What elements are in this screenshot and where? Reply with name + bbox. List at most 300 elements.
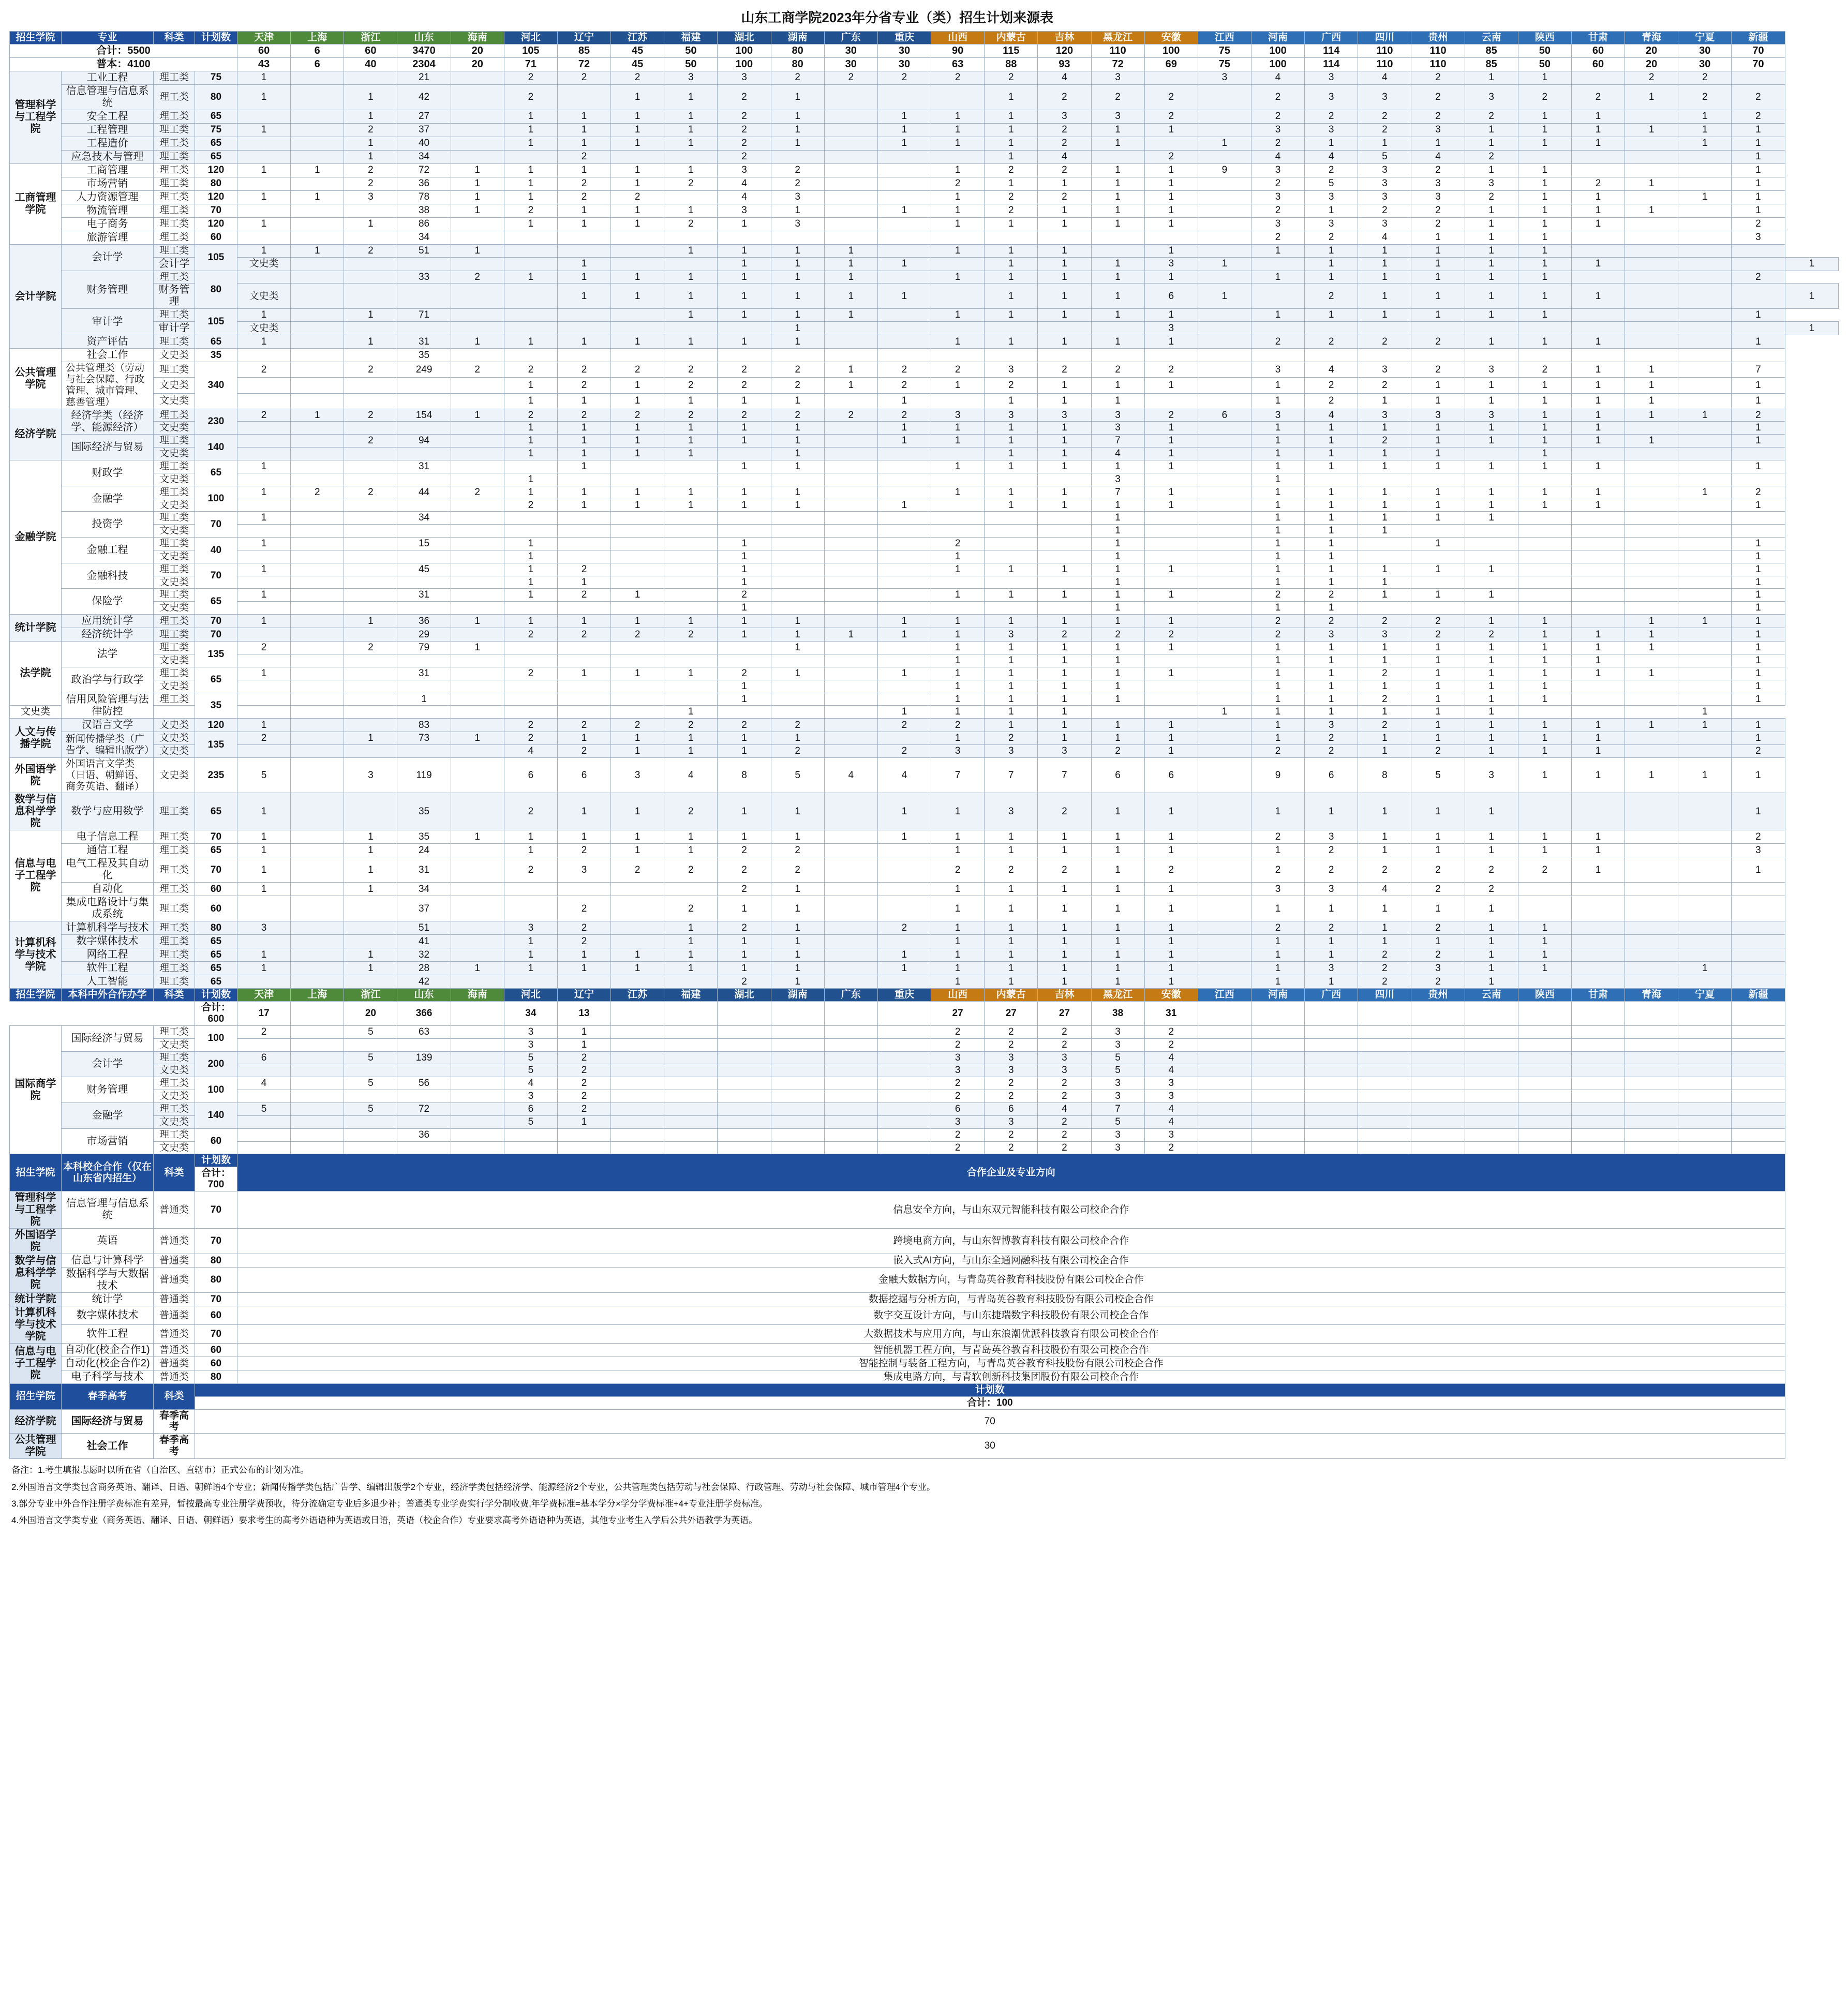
total-cell-17: 100	[1144, 44, 1198, 57]
header-province-18: 江西	[1198, 989, 1251, 1002]
province-cell-23	[1465, 550, 1518, 563]
province-cell-18	[1198, 693, 1251, 706]
plan-cell: 140	[195, 1103, 237, 1129]
province-cell-9: 1	[718, 896, 771, 921]
province-cell-2: 1	[344, 857, 397, 883]
province-cell-13: 1	[931, 309, 985, 322]
province-cell-24: 1	[1518, 745, 1571, 758]
province-cell-5: 1	[557, 257, 610, 271]
province-cell-26	[1625, 857, 1678, 883]
province-cell-0: 1	[237, 844, 291, 857]
province-cell-6: 2	[557, 1077, 610, 1090]
province-cell-9: 2	[718, 123, 771, 137]
header-province-24: 陕西	[1518, 31, 1571, 44]
province-cell-14	[985, 525, 1038, 538]
province-cell-15: 1	[1038, 921, 1091, 935]
province-cell-4	[451, 883, 504, 896]
province-cell-27	[1678, 309, 1732, 322]
province-cell-15: 1	[1038, 719, 1091, 732]
province-cell-13: 2	[931, 1077, 985, 1090]
province-cell-19: 1	[1251, 499, 1304, 512]
province-cell-16: 1	[1091, 190, 1144, 204]
province-cell-9: 3	[718, 71, 771, 84]
province-cell-9: 2	[718, 667, 771, 680]
province-cell-5: 1	[504, 550, 557, 563]
major-cell: 经济学类（经济学、能源经济）	[62, 409, 154, 435]
header-province-26: 青海	[1625, 989, 1678, 1002]
province-cell-23: 1	[1518, 284, 1571, 309]
province-cell-22: 1	[1411, 393, 1465, 409]
province-cell-14	[1038, 322, 1091, 335]
province-cell-16: 2	[1091, 84, 1144, 110]
province-cell-26	[1625, 576, 1678, 589]
province-cell-27	[1678, 1115, 1732, 1128]
plan-cell: 120	[195, 217, 237, 231]
province-cell-13: 2	[931, 1141, 985, 1154]
province-cell-15: 1	[1091, 284, 1144, 309]
province-cell-15: 2	[1038, 362, 1091, 378]
province-cell-11	[824, 935, 877, 948]
plan-cell: 60	[195, 1306, 237, 1324]
province-cell-27	[1678, 550, 1732, 563]
province-cell-2	[344, 460, 397, 473]
province-cell-6: 1	[557, 435, 610, 448]
province-cell-17: 1	[1144, 793, 1198, 830]
province-cell-1	[291, 628, 344, 642]
province-cell-14	[985, 550, 1038, 563]
province-cell-13	[931, 150, 985, 163]
province-cell-6: 1	[557, 422, 610, 435]
province-cell-25	[1571, 896, 1625, 921]
footnote-2: 2.外国语言文学类包含商务英语、翻译、日语、朝鲜语4个专业；新闻传播学类包括广告学、编辑出版学2个专业，经济学类包括经济学、能源经济2个专业，公共管理类包括劳动与社会保障、行政管理、劳动与社会保障、城市管理4个专业。	[11, 1482, 935, 1492]
province-cell-16: 3	[1091, 473, 1144, 486]
province-cell-20: 1	[1358, 257, 1411, 271]
province-cell-4	[451, 110, 504, 123]
coop-total-cell-2: 20	[344, 1002, 397, 1026]
province-cell-4	[451, 896, 504, 921]
province-cell-10: 1	[771, 137, 824, 150]
header-province-25: 甘肃	[1571, 31, 1625, 44]
major-cell: 市场营销	[62, 177, 154, 190]
province-cell-15	[1038, 538, 1091, 550]
province-cell-9: 4	[718, 177, 771, 190]
province-cell-13: 1	[931, 654, 985, 667]
province-cell-0: 1	[237, 512, 291, 525]
province-cell-15: 1	[1038, 948, 1091, 962]
category-cell: 理工类	[154, 190, 195, 204]
province-cell-23: 1	[1465, 123, 1518, 137]
major-cell: 电子商务	[62, 217, 154, 231]
province-cell-17: 1	[1144, 563, 1198, 576]
province-cell-28: 1	[1732, 150, 1785, 163]
province-cell-8	[664, 550, 718, 563]
province-cell-27	[1678, 602, 1732, 615]
province-cell-27	[1678, 335, 1732, 349]
province-cell-14	[985, 576, 1038, 589]
province-cell-4	[451, 1115, 504, 1128]
province-cell-9: 1	[718, 948, 771, 962]
province-cell-9: 2	[718, 150, 771, 163]
province-cell-27	[1678, 1128, 1732, 1141]
province-cell-11	[771, 706, 824, 719]
province-cell-20: 3	[1305, 883, 1358, 896]
province-cell-22: 1	[1411, 244, 1465, 257]
province-cell-11	[824, 435, 877, 448]
province-cell-27	[1678, 844, 1732, 857]
header-province-3: 山东	[397, 989, 451, 1002]
coop-total-cell-7	[611, 1002, 664, 1026]
province-cell-3: 44	[397, 486, 451, 499]
category-cell: 文史类	[154, 499, 195, 512]
province-cell-17: 1	[1144, 975, 1198, 989]
province-cell-9	[718, 473, 771, 486]
province-cell-27	[1678, 422, 1732, 435]
category-cell: 理工类	[154, 123, 195, 137]
province-cell-20	[1305, 1103, 1358, 1116]
province-cell-2	[344, 628, 397, 642]
college-cell: 经济学院	[10, 409, 62, 460]
province-cell-27	[1678, 499, 1732, 512]
province-cell-14	[985, 473, 1038, 486]
province-cell-3: 119	[397, 757, 451, 793]
province-cell-21: 3	[1358, 362, 1411, 378]
coop-total-cell-0: 17	[237, 1002, 291, 1026]
province-cell-25: 1	[1571, 460, 1625, 473]
province-cell-13: 2	[931, 1090, 985, 1103]
province-cell-18	[1198, 473, 1251, 486]
header-college: 招生学院	[10, 1383, 62, 1409]
province-cell-26	[1625, 654, 1678, 667]
province-cell-2	[344, 231, 397, 244]
province-cell-1	[291, 1115, 344, 1128]
province-cell-12	[877, 190, 931, 204]
province-cell-6: 1	[557, 448, 610, 460]
province-cell-3: 33	[397, 271, 451, 284]
province-cell-5: 1	[504, 563, 557, 576]
province-cell-24: 1	[1518, 962, 1571, 975]
major-cell: 财务管理	[62, 1077, 154, 1103]
college-cell: 信息与电子工程学院	[10, 1343, 62, 1383]
province-cell-11: 1	[877, 257, 931, 271]
province-cell-0	[291, 257, 344, 271]
province-cell-26	[1625, 1077, 1678, 1090]
province-cell-0	[237, 1064, 291, 1077]
province-cell-22	[1465, 322, 1518, 335]
province-cell-9	[718, 1077, 771, 1090]
province-cell-10: 2	[771, 362, 824, 378]
total-cell-13: 63	[931, 57, 985, 71]
province-cell-23: 1	[1465, 271, 1518, 284]
province-cell-9: 3	[718, 204, 771, 217]
province-cell-9	[718, 525, 771, 538]
province-cell-14: 3	[985, 1115, 1038, 1128]
province-cell-19: 2	[1251, 137, 1304, 150]
province-cell-26	[1625, 1038, 1678, 1051]
province-cell-11: 1	[824, 378, 877, 393]
plan-cell: 30	[195, 1434, 1785, 1459]
province-cell-14: 3	[985, 745, 1038, 758]
province-cell-24: 1	[1518, 190, 1571, 204]
category-cell: 文史类	[154, 732, 195, 745]
coop-total-cell-28	[1732, 1002, 1785, 1026]
province-cell-20	[1305, 349, 1358, 362]
province-cell-10: 1	[824, 257, 877, 271]
province-cell-0	[237, 473, 291, 486]
province-cell-7	[611, 1141, 664, 1154]
total-cell-12: 30	[877, 44, 931, 57]
total-cell-8: 50	[664, 57, 718, 71]
province-cell-12	[877, 1090, 931, 1103]
province-cell-9	[718, 448, 771, 460]
province-cell-0: 1	[237, 883, 291, 896]
total-cell-22: 110	[1411, 44, 1465, 57]
province-cell-11	[824, 538, 877, 550]
province-cell-24	[1518, 1103, 1571, 1116]
province-cell-5: 1	[504, 335, 557, 349]
province-cell-1	[291, 793, 344, 830]
province-cell-19: 2	[1251, 231, 1304, 244]
province-cell-4	[451, 921, 504, 935]
province-cell-18	[1198, 448, 1251, 460]
province-cell-28: 2	[1732, 110, 1785, 123]
province-cell-21: 2	[1358, 615, 1411, 628]
province-cell-5: 3	[504, 1038, 557, 1051]
province-cell-7	[611, 309, 664, 322]
province-cell-8	[664, 602, 718, 615]
header-category: 科类	[154, 1383, 195, 1409]
province-cell-0	[291, 284, 344, 309]
province-cell-24: 1	[1518, 460, 1571, 473]
province-cell-10: 1	[771, 896, 824, 921]
province-cell-1	[291, 1103, 344, 1116]
province-cell-23: 3	[1465, 409, 1518, 422]
province-cell-22: 1	[1411, 830, 1465, 844]
province-cell-1	[291, 680, 344, 693]
province-cell-9	[718, 642, 771, 654]
province-cell-17: 1	[1144, 163, 1198, 177]
province-cell-8	[664, 563, 718, 576]
province-cell-27	[1678, 667, 1732, 680]
province-cell-22: 2	[1411, 217, 1465, 231]
province-cell-2	[344, 550, 397, 563]
college-cell: 人文与传播学院	[10, 719, 62, 758]
province-cell-2	[397, 257, 451, 271]
province-cell-8: 2	[664, 177, 718, 190]
province-cell-14: 1	[985, 948, 1038, 962]
province-cell-3	[397, 654, 451, 667]
category-cell: 理工类	[154, 244, 195, 257]
province-cell-22: 1	[1411, 719, 1465, 732]
province-cell-11	[824, 1038, 877, 1051]
province-cell-23	[1465, 1128, 1518, 1141]
college-cell: 信息与电子工程学院	[10, 830, 62, 921]
province-cell-2	[344, 667, 397, 680]
province-cell-27	[1678, 680, 1732, 693]
table-row	[10, 362, 1839, 378]
province-cell-11: 1	[824, 628, 877, 642]
province-cell-22: 1	[1411, 538, 1465, 550]
province-cell-4	[451, 1128, 504, 1141]
province-cell-6: 2	[557, 190, 610, 204]
province-cell-15	[1038, 550, 1091, 563]
total-cell-11: 30	[824, 57, 877, 71]
table-row	[10, 745, 1839, 758]
province-cell-6	[557, 309, 610, 322]
plan-cell: 75	[195, 71, 237, 84]
province-cell-21: 1	[1358, 486, 1411, 499]
header-province-28: 新疆	[1732, 31, 1785, 44]
province-cell-9: 2	[718, 719, 771, 732]
province-cell-8: 1	[718, 284, 771, 309]
province-cell-26: 1	[1625, 757, 1678, 793]
province-cell-22	[1411, 1064, 1465, 1077]
province-cell-2: 1	[344, 844, 397, 857]
plan-cell: 80	[195, 1267, 237, 1292]
province-cell-20: 1	[1305, 550, 1358, 563]
total-cell-3: 3470	[397, 44, 451, 57]
province-cell-21: 3	[1358, 217, 1411, 231]
province-cell-21: 4	[1358, 71, 1411, 84]
province-cell-24	[1518, 1128, 1571, 1141]
table-row	[10, 1370, 1839, 1383]
total-cell-21: 110	[1358, 44, 1411, 57]
province-cell-7: 1	[611, 962, 664, 975]
province-cell-6	[557, 883, 610, 896]
province-cell-2	[344, 538, 397, 550]
major-cell: 汉语言文学	[62, 719, 154, 732]
province-cell-19: 4	[1251, 150, 1304, 163]
province-cell-25: 1	[1571, 409, 1625, 422]
province-cell-15: 2	[1038, 123, 1091, 137]
province-cell-13: 1	[931, 163, 985, 177]
province-cell-28: 3	[1732, 844, 1785, 857]
province-cell-17	[1144, 654, 1198, 667]
province-cell-1	[291, 654, 344, 667]
province-cell-25	[1571, 71, 1625, 84]
table-row	[10, 190, 1839, 204]
province-cell-12	[877, 177, 931, 190]
province-cell-16: 6	[1091, 757, 1144, 793]
province-cell-25	[1571, 271, 1625, 284]
category-cell: 理工类	[154, 642, 195, 654]
province-cell-8: 2	[664, 857, 718, 883]
province-cell-26	[1625, 1090, 1678, 1103]
province-cell-12	[877, 217, 931, 231]
province-cell-20: 5	[1305, 177, 1358, 190]
province-cell-6: 2	[557, 896, 610, 921]
province-cell-8: 2	[664, 362, 718, 378]
province-cell-14: 1	[931, 706, 985, 719]
category-cell: 文史类	[154, 719, 195, 732]
province-cell-14: 1	[985, 110, 1038, 123]
province-cell-18	[1198, 1103, 1251, 1116]
province-cell-19: 1	[1251, 435, 1304, 448]
province-cell-0: 5	[237, 1103, 291, 1116]
major-cell: 通信工程	[62, 844, 154, 857]
province-cell-10: 1	[771, 962, 824, 975]
province-cell-17: 1	[1144, 642, 1198, 654]
major-cell: 电子科学与技术	[62, 1370, 154, 1383]
province-cell-9	[718, 1025, 771, 1038]
province-cell-1: 2	[291, 486, 344, 499]
category-cell: 理工类	[154, 137, 195, 150]
province-cell-18	[1198, 525, 1251, 538]
province-cell-18	[1198, 349, 1251, 362]
province-cell-14: 1	[985, 422, 1038, 435]
province-cell-18	[1198, 680, 1251, 693]
province-cell-11	[824, 393, 877, 409]
province-cell-22: 3	[1411, 177, 1465, 190]
category-cell: 理工类	[154, 615, 195, 628]
province-cell-1	[291, 1038, 344, 1051]
header-province-26: 青海	[1625, 31, 1678, 44]
major-cell: 数学与应用数学	[62, 793, 154, 830]
province-cell-25: 1	[1571, 499, 1625, 512]
province-cell-23: 1	[1465, 793, 1518, 830]
table-row	[10, 204, 1839, 217]
province-cell-2	[344, 719, 397, 732]
province-cell-18	[1198, 123, 1251, 137]
province-cell-14: 1	[985, 693, 1038, 706]
plan-cell: 235	[195, 757, 237, 793]
province-cell-20	[1305, 1128, 1358, 1141]
province-cell-25: 1	[1571, 844, 1625, 857]
plan-cell: 65	[195, 844, 237, 857]
province-cell-13: 1	[931, 190, 985, 204]
province-cell-15: 3	[1038, 110, 1091, 123]
province-cell-20: 1	[1305, 422, 1358, 435]
province-cell-22	[1411, 1077, 1465, 1090]
province-cell-15: 1	[1038, 244, 1091, 257]
province-cell-5: 1	[504, 422, 557, 435]
province-cell-5: 1	[504, 177, 557, 190]
province-cell-19: 1	[1251, 460, 1304, 473]
province-cell-2: 1	[344, 962, 397, 975]
province-cell-25	[1571, 448, 1625, 460]
province-cell-24: 1	[1518, 231, 1571, 244]
major-cell: 网络工程	[62, 948, 154, 962]
province-cell-11	[824, 962, 877, 975]
province-cell-21: 2	[1358, 110, 1411, 123]
province-cell-8: 2	[664, 896, 718, 921]
province-cell-23	[1465, 349, 1518, 362]
total-cell-16: 110	[1091, 44, 1144, 57]
province-cell-6: 1	[557, 667, 610, 680]
province-cell-16: 1	[1091, 460, 1144, 473]
province-cell-3: 35	[397, 349, 451, 362]
province-cell-16: 1	[1091, 137, 1144, 150]
province-cell-14: 1	[985, 962, 1038, 975]
province-cell-16: 1	[1038, 706, 1091, 719]
province-cell-20	[1305, 1115, 1358, 1128]
province-cell-8: 1	[664, 486, 718, 499]
category-cell: 理工类	[154, 231, 195, 244]
header-province-16: 黑龙江	[1091, 31, 1144, 44]
province-cell-5: 1	[504, 163, 557, 177]
province-cell-15: 1	[1038, 460, 1091, 473]
province-cell-5	[557, 322, 610, 335]
total-cell-0: 60	[237, 44, 291, 57]
total-cell-10: 80	[771, 57, 824, 71]
province-cell-10	[771, 538, 824, 550]
province-cell-16: 1	[1091, 830, 1144, 844]
province-cell-14	[985, 538, 1038, 550]
province-cell-19: 1	[1251, 309, 1304, 322]
province-cell-22: 1	[1465, 284, 1518, 309]
table-row	[10, 628, 1839, 642]
province-cell-23: 1	[1465, 667, 1518, 680]
header-province-4: 海南	[451, 989, 504, 1002]
